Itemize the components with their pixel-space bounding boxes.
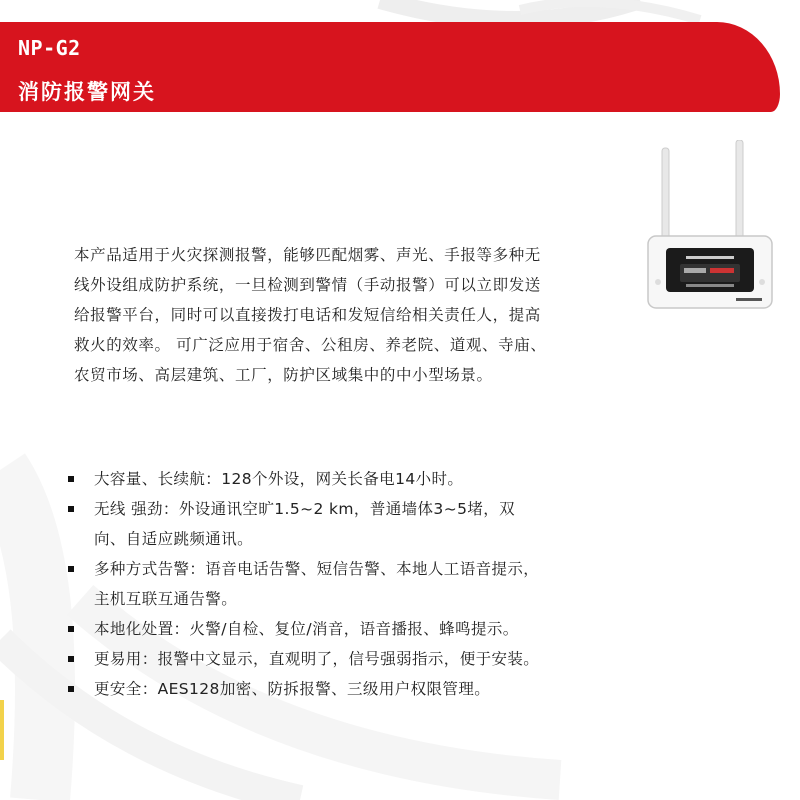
feature-text: 大容量、长续航：128个外设，网关长备电14小时。: [94, 470, 464, 488]
intro-paragraph: 本产品适用于火灾探测报警，能够匹配烟雾、声光、手报等多种无线外设组成防护系统，一旦检测到警情（手动报警）可以立即发送给报警平台，同时可以直接拨打电话和发短信给相关责任人，提高救火的效率。 可广泛应用于宿舍、公租房、养老院、道观、寺庙、农贸市场、高层建筑、工厂，防护区域集中的中小型场景。: [74, 246, 547, 384]
feature-text: 更易用：报警中文显示，直观明了，信号强弱指示，便于安装。: [94, 650, 540, 668]
decorative-bar: [0, 700, 4, 760]
bullet-icon: [68, 626, 74, 632]
bullet-icon: [68, 476, 74, 482]
feature-item: [66, 464, 546, 494]
feature-text: 无线 强劲：外设通讯空旷1.5~2 km，普通墙体3~5堵，双向、自适应跳频通讯。: [94, 500, 516, 548]
model-number: NP-G2: [18, 36, 81, 60]
feature-item: [66, 674, 546, 704]
feature-text: 本地化处置：火警/自检、复位/消音，语音播报、蜂鸣提示。: [94, 620, 519, 638]
feature-item: [66, 554, 546, 614]
feature-item: [66, 494, 546, 554]
bullet-icon: [68, 566, 74, 572]
feature-list: [66, 464, 546, 704]
bullet-icon: [68, 686, 74, 692]
feature-item: [66, 614, 546, 644]
bullet-icon: [68, 506, 74, 512]
feature-text: 更安全：AES128加密、防拆报警、三级用户权限管理。: [94, 680, 491, 698]
bullet-icon: [68, 656, 74, 662]
gateway-device-icon: [640, 140, 780, 320]
feature-item: [66, 644, 546, 674]
feature-text: 多种方式告警：语音电话告警、短信告警、本地人工语音提示，主机互联互通告警。: [94, 560, 540, 608]
product-title: 消防报警网关: [18, 80, 156, 104]
